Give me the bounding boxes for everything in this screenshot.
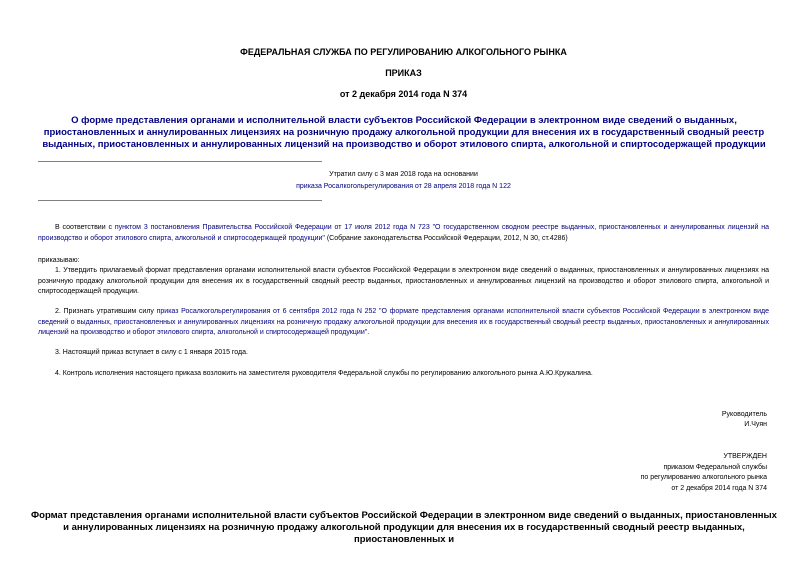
item-1-text: 1. Утвердить прилагаемый формат представления органами исполнительной власти субъектов Российской Федерации в электронном виде сведений о выданных, приостановленных и аннулированных лицензиях на розничную продажу алкогольной продукции для внесения их в государственный сводный реестр выданных, приостановленных и аннулированных лицензий на производство и оборот этилового спирта, алкогольной и спиртосодержащей продукции. bbox=[38, 267, 769, 295]
agency-heading: ФЕДЕРАЛЬНАЯ СЛУЖБА ПО РЕГУЛИРОВАНИЮ АЛКОГОЛЬНОГО РЫНКА bbox=[240, 47, 567, 57]
lost-force-note: Утратил силу с 3 мая 2018 года на основании bbox=[329, 171, 478, 178]
approval-line-2: по регулированию алкогольного рынка bbox=[640, 474, 767, 481]
item-2-paragraph bbox=[38, 307, 769, 339]
doc-date-heading: от 2 декабря 2014 года N 374 bbox=[339, 89, 468, 99]
divider-top bbox=[38, 161, 322, 162]
item-3-text: 3. Настоящий приказ вступает в силу с 1 января 2015 года. bbox=[55, 349, 248, 356]
approval-block bbox=[641, 452, 767, 494]
signature-name: И.Чуян bbox=[744, 421, 767, 428]
approval-line-1: приказом Федеральной службы bbox=[663, 463, 767, 471]
signature-block bbox=[722, 410, 767, 430]
preamble-link[interactable]: пунктом 3 постановления Правительства Российской Федерации от 17 июля 2012 года N 723 "О государственном сводном реестре выданных, приостановленных и аннулированных лицензий на производство и оборот этилового спирта, алкогольной и спиртосодержащей продукции" bbox=[38, 224, 770, 242]
lost-force-basis-link[interactable]: приказа Росалкогольрегулирования от 28 апреля 2018 года N 122 bbox=[296, 183, 511, 190]
signature-position: Руководитель bbox=[721, 411, 767, 418]
order-word: приказываю: bbox=[38, 257, 80, 264]
approval-line-3: от 2 декабря 2014 года N 374 bbox=[671, 484, 767, 492]
preamble-paragraph bbox=[38, 223, 769, 244]
lost-force-basis bbox=[0, 183, 807, 190]
document-title: О форме представления органами и исполнительной власти субъектов Российской Федерации в электронном виде сведений о выданных, приостановленных и аннулированных лицензиях на розничную продажу алкогольной продукции для внесения их в государственный сводный реестр выданных, приостановленных и аннулированных лицензий на производство и оборот этилового спирта, алкогольной и спиртосодержащей продукции bbox=[42, 115, 766, 150]
item-2-link[interactable]: приказ Росалкогольрегулирования от 6 сентября 2012 года N 252 "О формате представления органами исполнительной власти субъектов Российской Федерации в электронном виде сведений о выданных, приостановленных и аннулированных лицензиях на розничную продажу алкогольной продукции для внесения их в государственный сводный реестр выданных, приостановленных и аннулированных лицензий на производство и оборот этилового спирта, алкогольной и спиртосодержащей продукции" bbox=[38, 308, 769, 336]
item-1-paragraph bbox=[38, 266, 769, 298]
divider-bottom bbox=[38, 200, 322, 201]
approval-heading: УТВЕРЖДЕН bbox=[723, 453, 767, 460]
format-title: Формат представления органами исполнительной власти субъектов Российской Федерации в электронном виде сведений о выданных, приостановленных и аннулированных лицензиях на розничную продажу алкогольной продукции для внесения их в государственный сводный реестр выданных, приостановленных и bbox=[31, 510, 777, 545]
doc-type-heading: ПРИКАЗ bbox=[385, 68, 422, 78]
item-4-text: 4. Контроль исполнения настоящего приказа возложить на заместителя руководителя Федеральной службы по регулированию алкогольного рынка А.Ю.Кружалина. bbox=[55, 370, 593, 377]
item-3-paragraph bbox=[38, 348, 769, 359]
preamble-start: В соответствии с bbox=[55, 224, 115, 231]
item-4-paragraph bbox=[38, 369, 769, 380]
preamble-end: (Собрание законодательства Российской Федерации, 2012, N 30, ст.4286) bbox=[324, 234, 568, 242]
item-2-end: . bbox=[367, 329, 370, 336]
item-2-start: 2. Признать утратившим силу bbox=[55, 308, 157, 315]
